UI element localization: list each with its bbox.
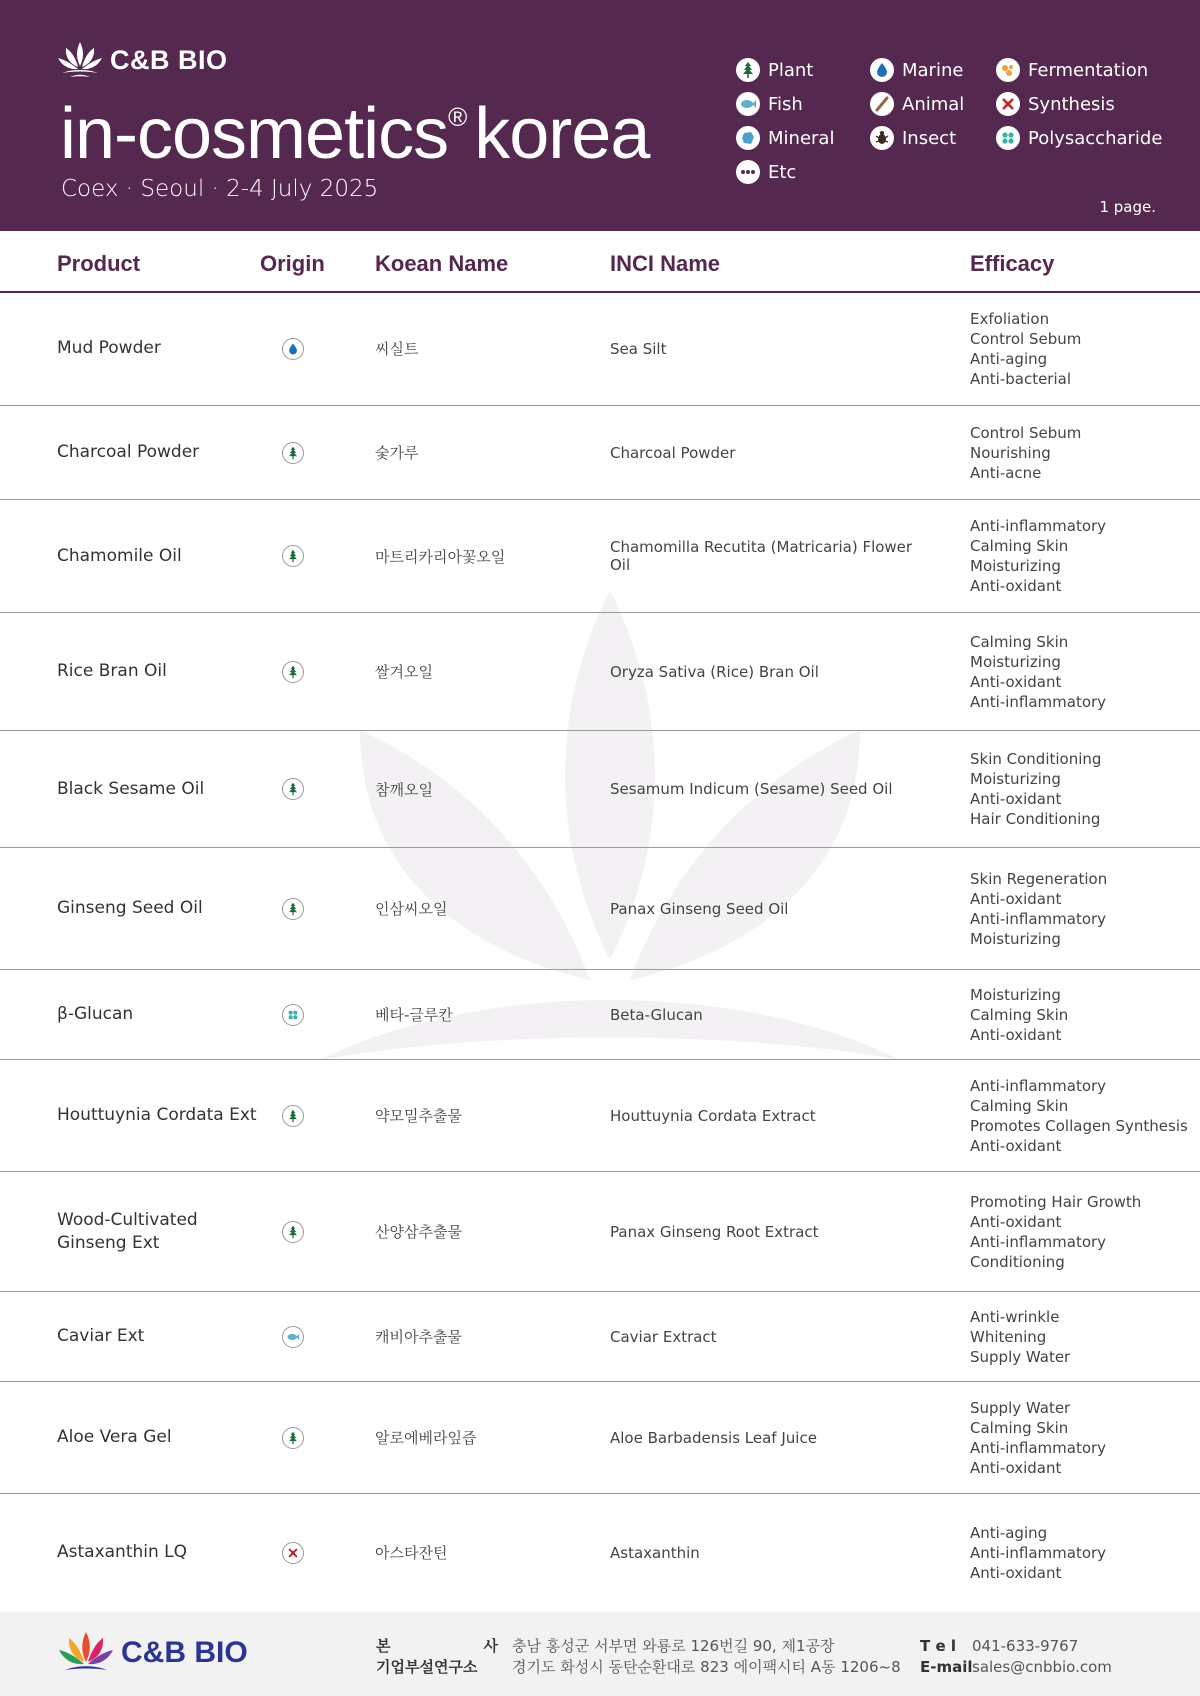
legend-insect-label: Insect — [902, 127, 957, 149]
legend-etc-label: Etc — [768, 161, 797, 183]
event-title-suffix: korea — [474, 94, 650, 174]
origin-cell — [280, 613, 306, 730]
efficacy-list — [970, 1292, 1198, 1381]
lotus-logo-color-icon — [57, 1630, 115, 1676]
event-title — [60, 94, 650, 174]
efficacy-item: Supply Water — [970, 1347, 1071, 1366]
efficacy-item: Calming Skin — [970, 1418, 1069, 1437]
hq-address: 충남 홍성군 서부면 와룡로 126번길 90, 제1공장 — [512, 1637, 835, 1655]
origin-cell — [280, 500, 306, 612]
etc-icon — [736, 160, 760, 184]
inci-name: Sea Silt — [610, 339, 667, 358]
synthesis-icon — [996, 92, 1020, 116]
origin-cell — [280, 292, 306, 405]
korean-name: 참깨오일 — [375, 780, 433, 799]
efficacy-item: Anti-oxidant — [970, 889, 1062, 908]
legend-plant-label: Plant — [768, 59, 814, 81]
hq-address-row — [376, 1636, 901, 1657]
mineral-icon — [736, 126, 760, 150]
tel-number: 041-633-9767 — [972, 1637, 1079, 1655]
legend-synthesis-label: Synthesis — [1028, 93, 1115, 115]
product-name: Mud Powder — [57, 338, 161, 359]
efficacy-item: Anti-inflammatory — [970, 909, 1107, 928]
contact-info — [920, 1636, 1112, 1678]
col-korean-name: Koean Name — [375, 251, 509, 276]
page-number: 1 page. — [1099, 198, 1156, 216]
efficacy-item: Promotes Collagen Synthesis — [970, 1116, 1188, 1135]
lotus-logo-icon — [56, 40, 104, 80]
table-row — [0, 1172, 1200, 1292]
efficacy-item: Anti-aging — [970, 349, 1048, 368]
email-address: sales@cnbbio.com — [972, 1658, 1112, 1676]
efficacy-item: Skin Regeneration — [970, 869, 1108, 888]
plant-icon — [282, 1427, 304, 1449]
origin-cell — [280, 1494, 306, 1611]
plant-icon — [282, 545, 304, 567]
korean-name: 인삼씨오일 — [375, 900, 448, 918]
legend-polysaccharide — [996, 126, 1162, 150]
plant-icon — [282, 1221, 304, 1243]
synthesis-icon — [282, 1542, 304, 1564]
efficacy-item: Exfoliation — [970, 309, 1050, 328]
table-row — [0, 613, 1200, 731]
efficacy-list — [970, 1172, 1198, 1291]
legend-plant — [736, 58, 813, 82]
hq-label — [376, 1636, 498, 1657]
efficacy-item: Anti-inflammatory — [970, 517, 1107, 535]
col-efficacy: Efficacy — [970, 251, 1055, 276]
inci-name: Caviar Extract — [610, 1327, 717, 1346]
company-address — [376, 1636, 901, 1678]
event-title-main: in-cosmetics — [60, 94, 449, 174]
efficacy-item: Anti-oxidant — [970, 1212, 1062, 1231]
animal-icon — [870, 92, 894, 116]
efficacy-item: Supply Water — [970, 1398, 1071, 1417]
plant-icon — [282, 442, 304, 464]
efficacy-item: Anti-oxidant — [970, 1136, 1062, 1155]
efficacy-list — [970, 1060, 1198, 1171]
efficacy-item: Promoting Hair Growth — [970, 1192, 1142, 1211]
inci-name: Chamomilla Recutita (Matricaria) Flower Oil — [610, 538, 913, 574]
table-row — [0, 970, 1200, 1060]
fish-icon — [736, 92, 760, 116]
product-name: Charcoal Powder — [57, 442, 200, 463]
legend-mineral — [736, 126, 834, 150]
efficacy-item: Calming Skin — [970, 1005, 1069, 1024]
efficacy-item: Anti-inflammatory — [970, 1232, 1107, 1251]
footer-brand-name: C&B BIO — [121, 1636, 248, 1669]
origin-cell — [280, 1292, 306, 1381]
legend-fish-label: Fish — [768, 93, 803, 115]
inci-name: Astaxanthin — [610, 1543, 700, 1562]
polysaccharide-icon — [996, 126, 1020, 150]
efficacy-list — [970, 406, 1198, 499]
korean-name: 알로에베라잎즙 — [375, 1429, 477, 1447]
inci-name: Panax Ginseng Root Extract — [610, 1222, 819, 1241]
korean-name: 숯가루 — [375, 444, 419, 462]
footer — [0, 1612, 1200, 1696]
insect-icon — [870, 126, 894, 150]
efficacy-list — [970, 731, 1198, 847]
efficacy-list — [970, 970, 1198, 1059]
product-name: Wood-Cultivated Ginseng Ext — [57, 1210, 198, 1253]
efficacy-item: Moisturizing — [970, 929, 1061, 948]
efficacy-item: Anti-inflammatory — [970, 1076, 1107, 1095]
table-row — [0, 292, 1200, 406]
origin-cell — [280, 970, 306, 1059]
efficacy-item: Anti-oxidant — [970, 790, 1062, 808]
inci-name: Oryza Sativa (Rice) Bran Oil — [610, 662, 819, 681]
efficacy-item: Conditioning — [970, 1252, 1065, 1271]
table-row — [0, 500, 1200, 613]
fermentation-icon — [996, 58, 1020, 82]
event-subtitle: Coex · Seoul · 2-4 July 2025 — [61, 176, 379, 202]
origin-cell — [280, 1060, 306, 1171]
legend-fish — [736, 92, 803, 116]
col-origin: Origin — [260, 251, 325, 276]
brand-logo — [56, 40, 228, 80]
efficacy-list — [970, 1382, 1198, 1493]
efficacy-item: Anti-aging — [970, 1523, 1048, 1542]
efficacy-list — [970, 1494, 1198, 1611]
legend-marine — [870, 58, 963, 82]
product-name: β-Glucan — [57, 1004, 134, 1025]
table-row — [0, 848, 1200, 970]
origin-cell — [280, 1382, 306, 1493]
plant-icon — [282, 1105, 304, 1127]
email-row — [920, 1657, 1112, 1678]
product-name: Aloe Vera Gel — [57, 1427, 172, 1448]
table-row — [0, 406, 1200, 500]
efficacy-item: Nourishing — [970, 443, 1051, 462]
inci-name: Panax Ginseng Seed Oil — [610, 899, 789, 918]
email-label: E-mail — [920, 1658, 973, 1676]
efficacy-item: Calming Skin — [970, 537, 1069, 555]
product-name: Houttuynia Cordata Ext — [57, 1105, 257, 1126]
inci-name: Sesamum Indicum (Sesame) Seed Oil — [610, 780, 893, 798]
efficacy-item: Moisturizing — [970, 770, 1061, 788]
inci-name: Houttuynia Cordata Extract — [610, 1106, 816, 1125]
legend-mineral-label: Mineral — [768, 127, 835, 149]
product-name: Black Sesame Oil — [57, 778, 205, 799]
table-row — [0, 731, 1200, 848]
korean-name: 산양삼추출물 — [375, 1223, 462, 1241]
efficacy-item: Hair Conditioning — [970, 810, 1101, 828]
legend-fermentation — [996, 58, 1148, 82]
plant-icon — [736, 58, 760, 82]
product-name: Astaxanthin LQ — [57, 1542, 188, 1563]
korean-name: 쌀겨오일 — [375, 663, 433, 681]
plant-icon — [282, 778, 304, 800]
origin-cell — [280, 848, 306, 969]
origin-cell — [280, 731, 306, 847]
product-name: Ginseng Seed Oil — [57, 898, 203, 919]
inci-name: Beta-Glucan — [610, 1005, 703, 1024]
korean-name: 씨실트 — [375, 340, 419, 358]
efficacy-item: Moisturizing — [970, 652, 1061, 671]
plant-icon — [282, 661, 304, 683]
marine-icon — [282, 338, 304, 360]
inci-name: Aloe Barbadensis Leaf Juice — [610, 1428, 817, 1447]
efficacy-item: Control Sebum — [970, 329, 1082, 348]
origin-cell — [280, 406, 306, 499]
legend-etc — [736, 160, 796, 184]
efficacy-item: Anti-oxidant — [970, 1458, 1062, 1477]
efficacy-item: Anti-oxidant — [970, 672, 1062, 691]
efficacy-list — [970, 613, 1198, 730]
lab-address-row — [376, 1657, 901, 1678]
legend-animal-label: Animal — [902, 93, 965, 115]
table-row — [0, 1060, 1200, 1172]
efficacy-item: Moisturizing — [970, 985, 1061, 1004]
legend-insect — [870, 126, 956, 150]
fish-icon — [282, 1326, 304, 1348]
tel-label: T e l — [920, 1637, 956, 1655]
efficacy-item: Anti-wrinkle — [970, 1307, 1060, 1326]
efficacy-item: Anti-inflammatory — [970, 692, 1107, 711]
col-inci-name: INCI Name — [610, 251, 721, 276]
col-product: Product — [57, 251, 141, 276]
footer-brand-logo — [57, 1630, 248, 1676]
legend-synthesis — [996, 92, 1115, 116]
korean-name: 약모밀추출물 — [375, 1107, 462, 1125]
marine-icon — [870, 58, 894, 82]
efficacy-item: Moisturizing — [970, 557, 1061, 575]
lab-address: 경기도 화성시 동탄순환대로 823 에이팩시티 A동 1206~8 — [512, 1658, 901, 1676]
plant-icon — [282, 898, 304, 920]
korean-name: 베타-글루칸 — [375, 1006, 453, 1024]
korean-name: 아스타잔틴 — [375, 1544, 448, 1562]
efficacy-item: Whitening — [970, 1327, 1047, 1346]
efficacy-item: Anti-inflammatory — [970, 1438, 1107, 1457]
efficacy-list — [970, 848, 1198, 969]
header-banner — [0, 0, 1200, 231]
brand-name: C&B BIO — [110, 44, 228, 75]
efficacy-item: Anti-acne — [970, 463, 1042, 482]
efficacy-item: Anti-oxidant — [970, 1025, 1062, 1044]
hq-label-a: 본 — [376, 1637, 391, 1655]
korean-name: 마트리카리아꽃오일 — [375, 547, 506, 566]
tel-row — [920, 1636, 1112, 1657]
legend-fermentation-label: Fermentation — [1028, 59, 1149, 81]
table-row — [0, 1382, 1200, 1494]
efficacy-item: Anti-oxidant — [970, 577, 1062, 595]
efficacy-item: Skin Conditioning — [970, 750, 1102, 768]
product-name: Chamomile Oil — [57, 545, 182, 566]
product-name: Rice Bran Oil — [57, 661, 167, 682]
efficacy-item: Anti-oxidant — [970, 1563, 1062, 1582]
efficacy-item: Calming Skin — [970, 632, 1069, 651]
lab-label: 기업부설연구소 — [376, 1658, 478, 1676]
legend-animal — [870, 92, 964, 116]
polysaccharide-icon — [282, 1004, 304, 1026]
hq-label-b: 사 — [483, 1637, 498, 1655]
efficacy-item: Calming Skin — [970, 1096, 1069, 1115]
efficacy-list — [970, 500, 1198, 612]
efficacy-item: Anti-inflammatory — [970, 1543, 1107, 1562]
table-row — [0, 1494, 1200, 1611]
registered-mark: ® — [448, 102, 467, 132]
inci-name: Charcoal Powder — [610, 443, 736, 462]
korean-name: 캐비아추출물 — [375, 1328, 462, 1346]
efficacy-list — [970, 292, 1198, 405]
table-row — [0, 1292, 1200, 1382]
table-header — [0, 231, 1200, 293]
legend-polysaccharide-label: Polysaccharide — [1028, 127, 1163, 149]
legend-marine-label: Marine — [902, 59, 964, 81]
origin-cell — [280, 1172, 306, 1291]
efficacy-item: Control Sebum — [970, 423, 1082, 442]
efficacy-item: Anti-bacterial — [970, 369, 1071, 388]
product-name: Caviar Ext — [57, 1326, 145, 1347]
